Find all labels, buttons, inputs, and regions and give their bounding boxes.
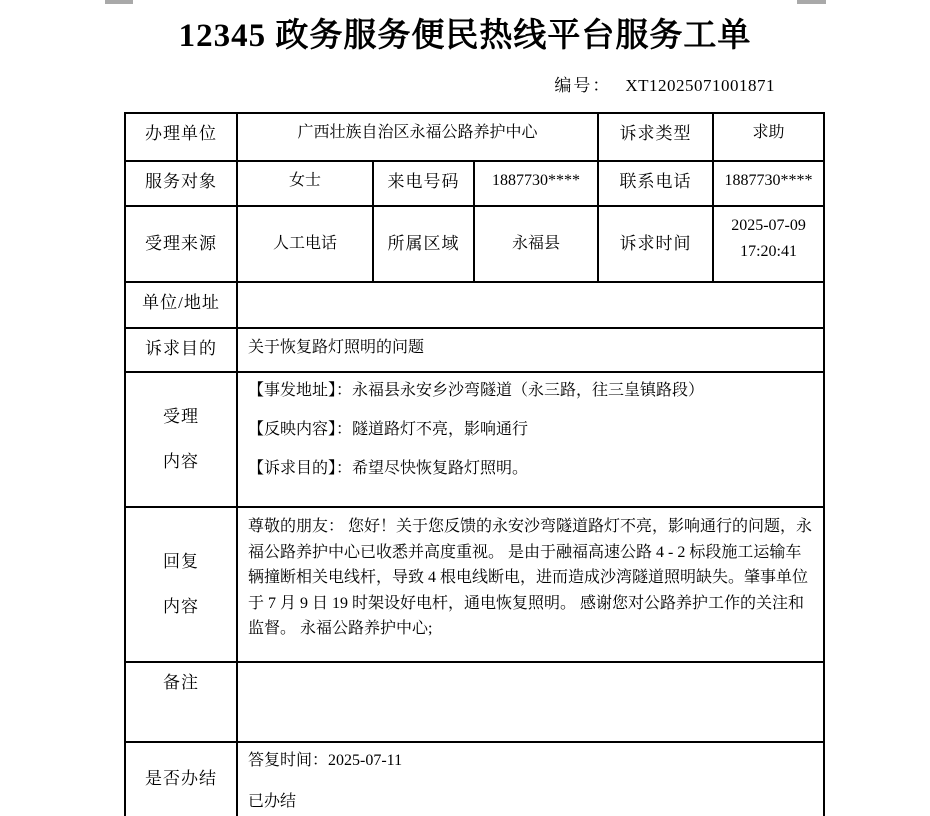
accept-content-paragraph: 【诉求目的】：希望尽快恢复路灯照明。 xyxy=(248,459,529,477)
region-label: 所属区域 xyxy=(373,206,474,282)
remarks-value xyxy=(237,662,824,742)
appeal-type-value: 求助 xyxy=(713,113,824,161)
appeal-time-value: 2025-07-09 17:20:41 xyxy=(713,206,824,282)
reply-content-label xyxy=(125,507,237,662)
row-reply-content xyxy=(125,507,824,662)
service-target-value: 女士 xyxy=(237,161,373,206)
caller-number-value: 1887730**** xyxy=(474,161,598,206)
row-is-completed xyxy=(125,742,824,816)
is-completed-label: 是否办结 xyxy=(125,742,237,816)
service-target-label: 服务对象 xyxy=(125,161,237,206)
row-appeal-purpose xyxy=(125,328,824,372)
accept-content-label-line2: 内容 xyxy=(163,451,199,471)
row-accept-source xyxy=(125,206,824,282)
work-order-table xyxy=(124,112,825,816)
label-spacer xyxy=(134,576,228,594)
document-number-value: XT12025071001871 xyxy=(625,76,775,95)
accept-source-label: 受理来源 xyxy=(125,206,237,282)
region-value: 永福县 xyxy=(474,206,598,282)
handling-unit-label: 办理单位 xyxy=(125,113,237,161)
contact-phone-value: 1887730**** xyxy=(713,161,824,206)
accept-content-label-line1: 受理 xyxy=(163,407,199,427)
appeal-purpose-value: 关于恢复路灯照明的问题 xyxy=(237,328,824,372)
completed-status-line: 已办结 xyxy=(248,792,297,810)
reply-time-line: 答复时间：2025-07-11 xyxy=(248,752,403,769)
top-left-gray-artifact xyxy=(105,0,133,4)
row-unit-address xyxy=(125,282,824,328)
accept-content-paragraph: 【反映内容】：隧道路灯不亮，影响通行 xyxy=(248,420,529,438)
unit-address-label: 单位/地址 xyxy=(125,282,237,328)
reply-content-label-line2: 内容 xyxy=(163,596,199,616)
handling-unit-value: 广西壮族自治区永福公路养护中心 xyxy=(237,113,598,161)
row-service-target xyxy=(125,161,824,206)
row-accept-content xyxy=(125,372,824,507)
appeal-purpose-label: 诉求目的 xyxy=(125,328,237,372)
page-title: 12345 政务服务便民热线平台服务工单 xyxy=(178,18,752,54)
unit-address-value xyxy=(237,282,824,328)
appeal-time-label: 诉求时间 xyxy=(598,206,713,282)
accept-content-value xyxy=(237,372,824,507)
reply-content-label-line1: 回复 xyxy=(163,552,199,572)
accept-source-value: 人工电话 xyxy=(237,206,373,282)
accept-content-label xyxy=(125,372,237,507)
caller-number-label: 来电号码 xyxy=(373,161,474,206)
label-spacer xyxy=(134,431,228,449)
row-handling-unit xyxy=(125,113,824,161)
document-number xyxy=(554,71,775,96)
contact-phone-label: 联系电话 xyxy=(598,161,713,206)
reply-content-value: 尊敬的朋友： 您好！关于您反馈的永安沙弯隧道路灯不亮，影响通行的问题，永福公路养护中心已收悉并高度重视。 是由于融福高速公路 4 - 2 标段施工运输车辆撞断相关电线杆，导致 4 根电线断电，进而造成沙湾隧道照明缺失。肇事单位于 7 月 9 日 19 时架设好电杆，通电恢复照明。 感谢您对公路养护工作的关注和监督。 永福公路养护中心; xyxy=(237,507,824,662)
appeal-type-label: 诉求类型 xyxy=(598,113,713,161)
row-remarks xyxy=(125,662,824,742)
is-completed-value xyxy=(237,742,824,816)
document-number-label: 编号： xyxy=(554,76,612,95)
accept-content-paragraph: 【事发地址】：永福县永安乡沙弯隧道（永三路，往三皇镇路段） xyxy=(248,382,705,399)
remarks-label: 备注 xyxy=(125,662,237,742)
top-right-gray-artifact xyxy=(797,0,826,4)
